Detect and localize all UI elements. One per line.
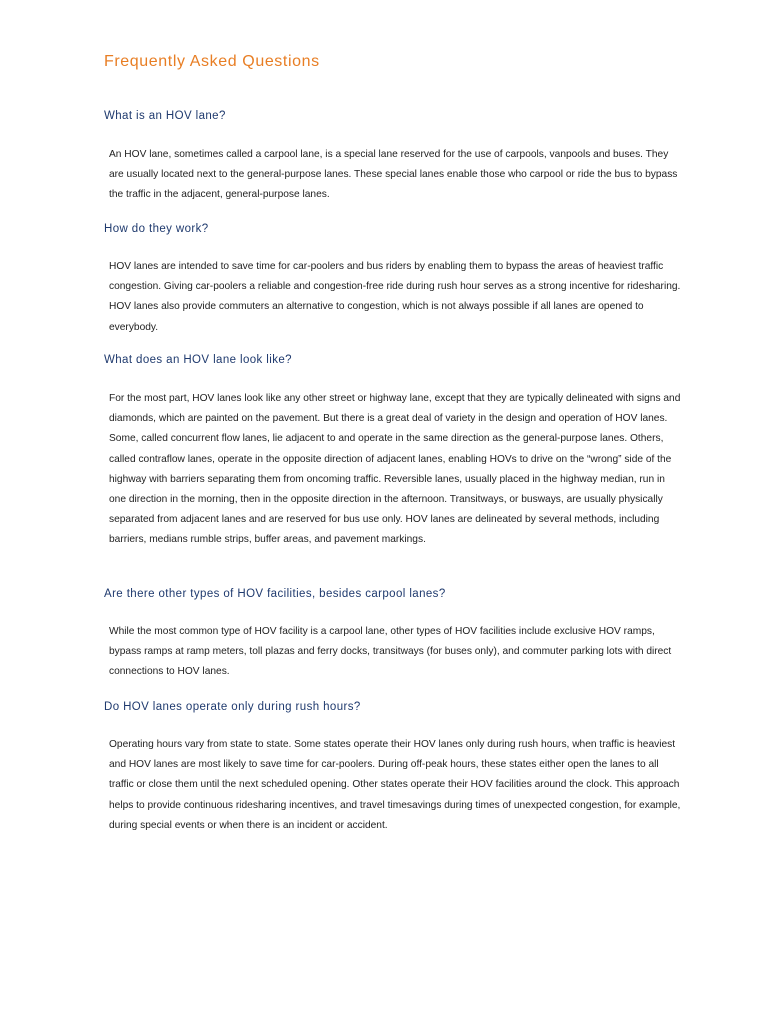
faq-answer-hov-lane: An HOV lane, sometimes called a carpool lane, is a special lane reserved for the use of carpools, vanpools and buses. They are usually located next to the general-purpose lanes. These special lanes enable those who carpool or ride the bus to bypass the traffic in the adjacent, general-purpose lanes.	[109, 149, 678, 201]
faq-answer-operating-hours: Operating hours vary from state to state. Some states operate their HOV lanes only during rush hours, when traffic is heaviest and HOV lanes are most likely to save time for car-poolers. During off-peak hours, these states either open the lanes to all traffic or close them until the next scheduled opening. Other states operate their HOV facilities around the clock. This approach helps to provide continuous ridesharing incentives, and travel timesavings during times of unexpected congestion, for example, during special events or when there is an incident or accident.	[109, 739, 681, 831]
page-title: Frequently Asked Questions	[104, 53, 320, 70]
faq-answer-look-like: For the most part, HOV lanes look like any other street or highway lane, except that they are typically delineated with signs and diamonds, which are painted on the pavement. But there is a great deal of variety in the design and operation of HOV lanes. Some, called concurrent flow lanes, lie adjacent to and operate in the same direction as the general-purpose lanes. Others, called contraflow lanes, operate in the opposite direction of adjacent lanes, enabling HOVs to drive on the “wrong” side of the highway with barriers separating them from oncoming traffic. Reversible lanes, usually placed in the highway median, run in one direction in the morning, then in the opposite direction in the afternoon. Transitways, or busways, are usually physically separated from adjacent lanes and are reserved for bus use only. HOV lanes are delineated by several methods, including barriers, medians rumble strips, buffer areas, and pavement markings.	[109, 393, 681, 546]
faq-question-look-like: What does an HOV lane look like?	[104, 354, 292, 366]
faq-question-how-work: How do they work?	[104, 223, 209, 235]
faq-answer-other-facilities: While the most common type of HOV facility is a carpool lane, other types of HOV facilities include exclusive HOV ramps, bypass ramps at ramp meters, toll plazas and ferry docks, transitways (for buses only), and commuter parking lots with direct connections to HOV lanes.	[109, 626, 672, 678]
faq-question-hov-lane: What is an HOV lane?	[104, 110, 226, 122]
faq-answer-how-work: HOV lanes are intended to save time for car-poolers and bus riders by enabling them to bypass the areas of heaviest traffic congestion. Giving car-poolers a reliable and congestion-free ride during rush hour serves as a strong incentive for ridesharing. HOV lanes also provide commuters an alternative to congestion, which is not always possible if all lanes are opened to everybody.	[109, 261, 681, 333]
faq-question-other-facilities: Are there other types of HOV facilities, besides carpool lanes?	[104, 588, 446, 600]
faq-question-operating-hours: Do HOV lanes operate only during rush hours?	[104, 701, 361, 713]
